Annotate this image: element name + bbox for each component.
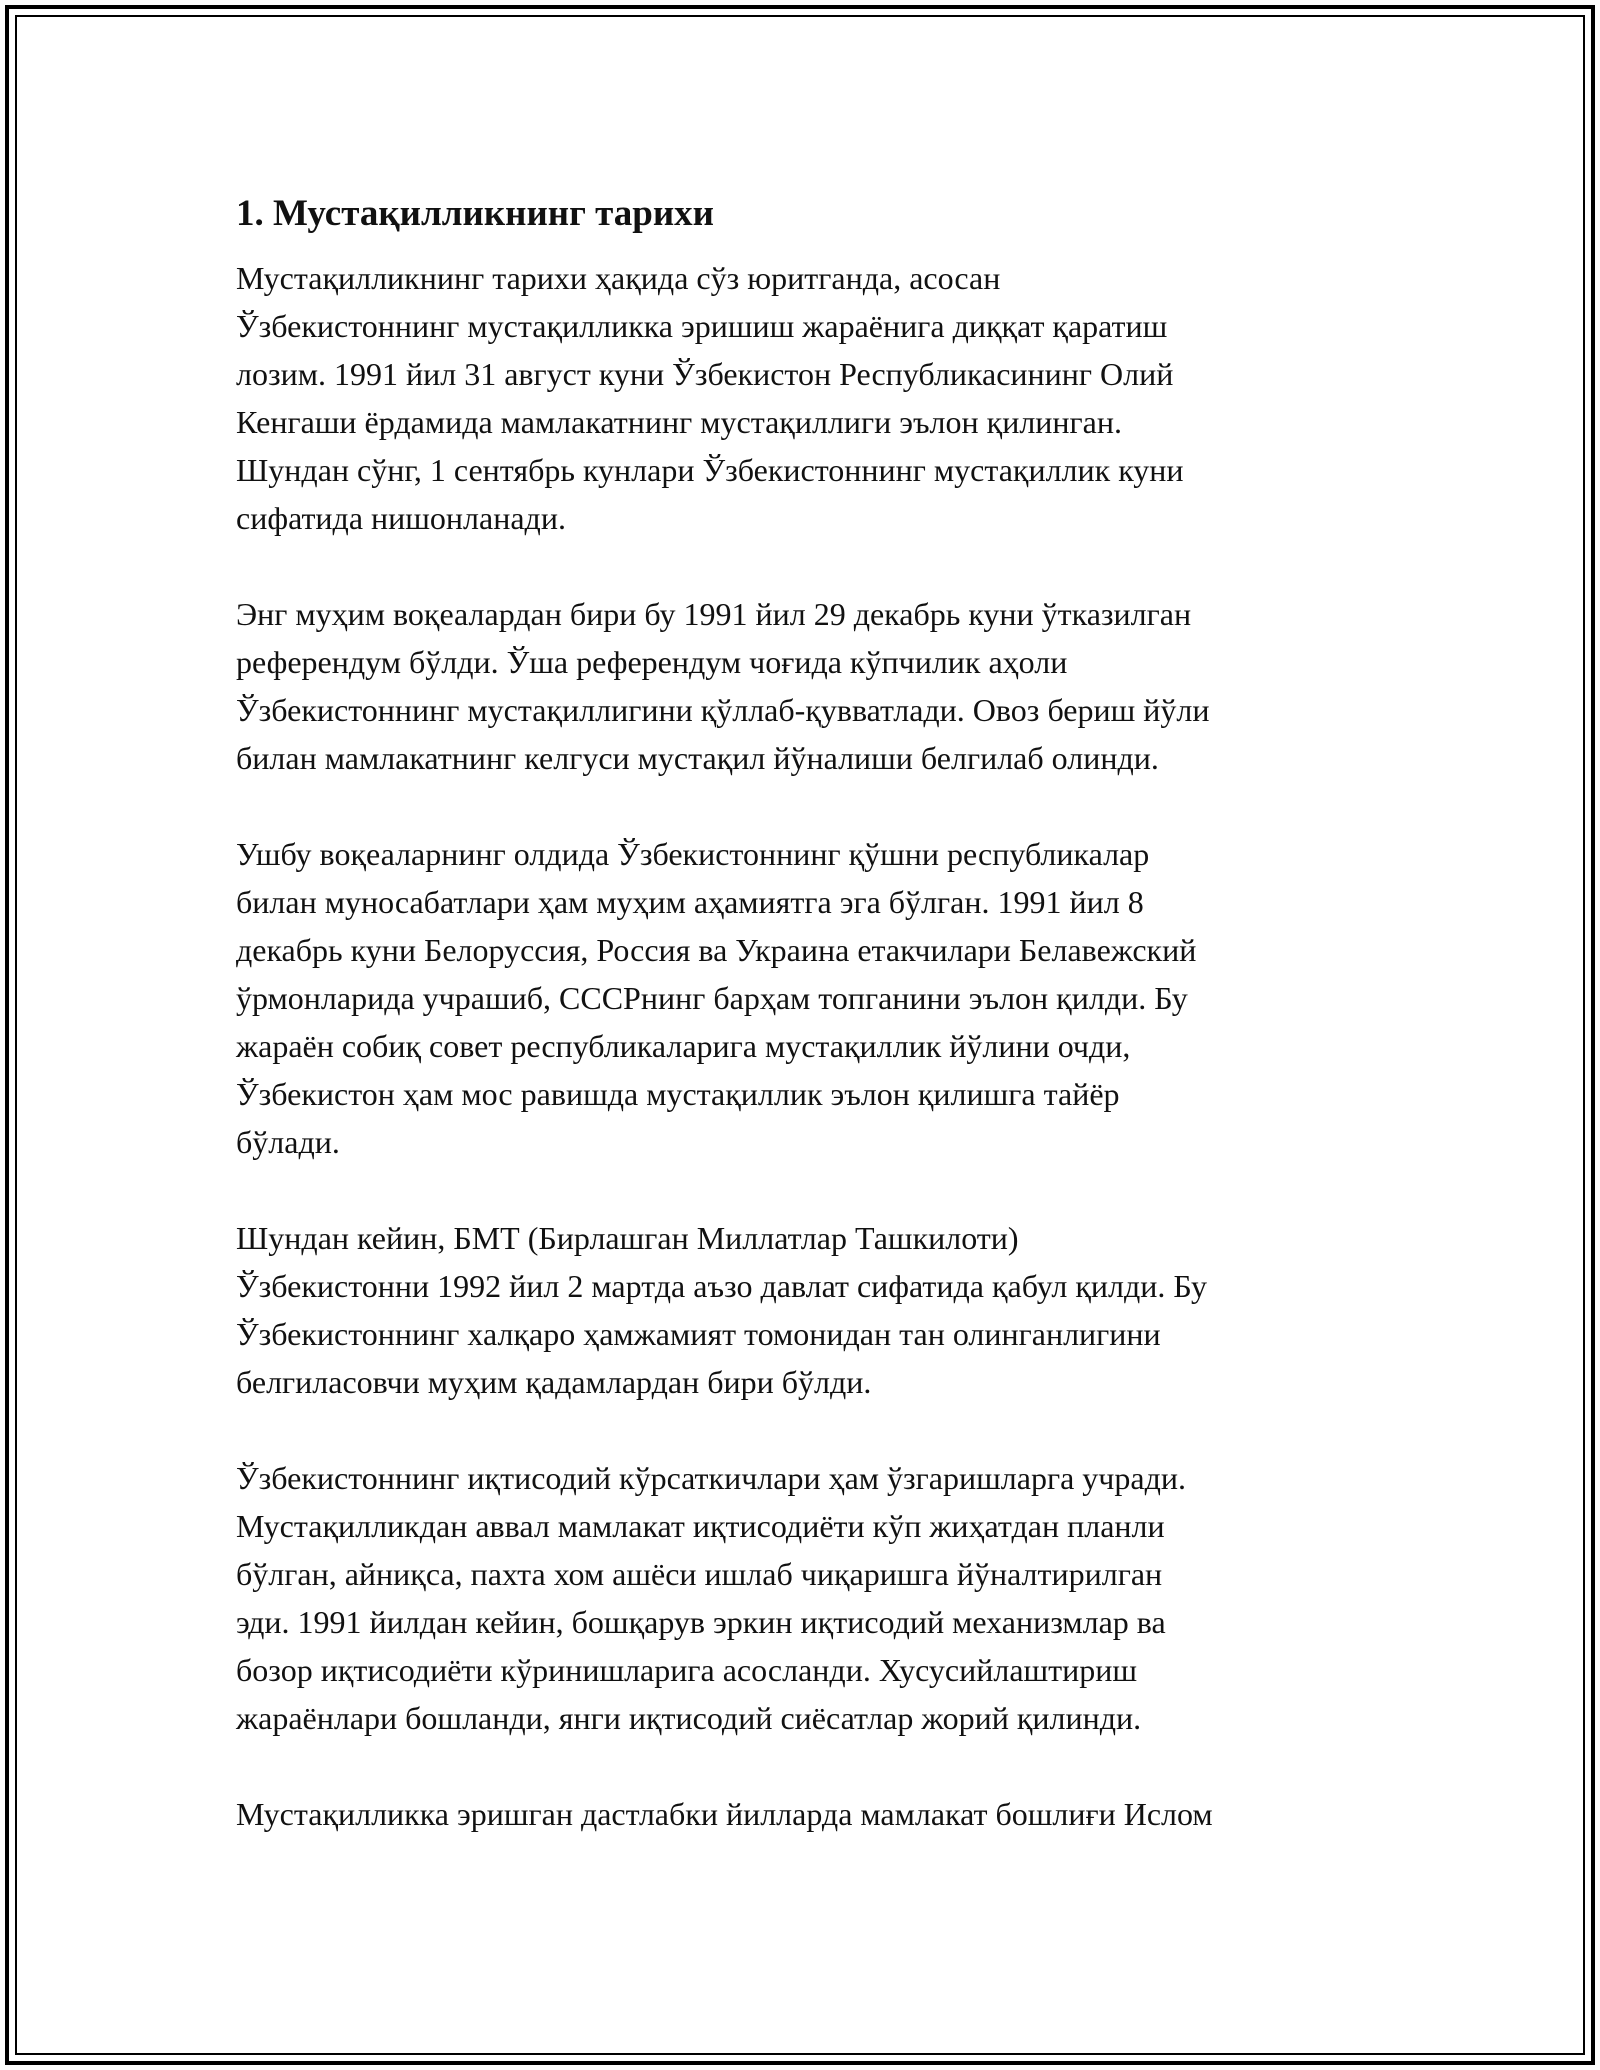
text-line: Энг муҳим воқеалардан бири бу 1991 йил 29 декабрь куни ўтказилган bbox=[236, 596, 1192, 632]
document-body bbox=[236, 186, 1396, 1886]
paragraph-6 bbox=[236, 1790, 1396, 1838]
text-line: Ўзбекистоннинг иқтисодий кўрсаткичлари ҳам ўзгаришларга учради. bbox=[236, 1460, 1186, 1496]
paragraph-4 bbox=[236, 1214, 1396, 1406]
text-line: жараён собиқ совет республикаларига мустақиллик йўлини очди, bbox=[236, 1028, 1131, 1064]
paragraph-1 bbox=[236, 254, 1396, 542]
text-line: билан мамлакатнинг келгуси мустақил йўналиши белгилаб олинди. bbox=[236, 740, 1159, 776]
text-line: референдум бўлди. Ўша референдум чоғида кўпчилик аҳоли bbox=[236, 644, 1068, 680]
text-line: Кенгаши ёрдамида мамлакатнинг мустақиллиги эълон қилинган. bbox=[236, 404, 1122, 440]
text-line: жараёнлари бошланди, янги иқтисодий сиёсатлар жорий қилинди. bbox=[236, 1700, 1142, 1736]
text-line: Ўзбекистон ҳам мос равишда мустақиллик эълон қилишга тайёр bbox=[236, 1076, 1120, 1112]
text-line: ўрмонларида учрашиб, СССРнинг барҳам топганини эълон қилди. Бу bbox=[236, 980, 1188, 1016]
text-line: эди. 1991 йилдан кейин, бошқарув эркин иқтисодий механизмлар ва bbox=[236, 1604, 1166, 1640]
text-line: декабрь куни Белоруссия, Россия ва Украина етакчилари Белавежский bbox=[236, 932, 1197, 968]
paragraph-3 bbox=[236, 830, 1396, 1166]
text-line: лозим. 1991 йил 31 август куни Ўзбекистон Республикасининг Олий bbox=[236, 356, 1174, 392]
paragraph-5 bbox=[236, 1454, 1396, 1742]
text-line: Шундан кейин, БМТ (Бирлашган Миллатлар Ташкилоти) bbox=[236, 1220, 1019, 1256]
section-heading: 1. Мустақилликнинг тарихи bbox=[236, 193, 714, 234]
text-line: Ўзбекистоннинг мустақилликка эришиш жараёнига диққат қаратиш bbox=[236, 308, 1168, 344]
text-line: Ўзбекистоннинг халқаро ҳамжамият томонидан тан олинганлигини bbox=[236, 1316, 1161, 1352]
text-line: белгиласовчи муҳим қадамлардан бири бўлди. bbox=[236, 1364, 872, 1400]
text-line: бозор иқтисодиёти кўринишларига асосланди. Хусусийлаштириш bbox=[236, 1652, 1138, 1688]
text-line: Мустақилликка эришган дастлабки йилларда мамлакат бошлиғи Ислом bbox=[236, 1796, 1213, 1832]
text-line: Мустақилликнинг тарихи ҳақида сўз юритганда, асосан bbox=[236, 260, 1001, 296]
text-line: Ўзбекистоннинг мустақиллигини қўллаб-қувватлади. Овоз бериш йўли bbox=[236, 692, 1210, 728]
text-line: бўлган, айниқса, пахта хом ашёси ишлаб чиқаришга йўналтирилган bbox=[236, 1556, 1163, 1592]
text-line: сифатида нишонланади. bbox=[236, 500, 566, 536]
text-line: Ўзбекистонни 1992 йил 2 мартда аъзо давлат сифатида қабул қилди. Бу bbox=[236, 1268, 1207, 1304]
text-line: Шундан сўнг, 1 сентябрь кунлари Ўзбекистоннинг мустақиллик куни bbox=[236, 452, 1184, 488]
text-line: бўлади. bbox=[236, 1124, 340, 1160]
paragraph-2 bbox=[236, 590, 1396, 782]
text-line: Ушбу воқеаларнинг олдида Ўзбекистоннинг қўшни республикалар bbox=[236, 836, 1150, 872]
text-line: билан муносабатлари ҳам муҳим аҳамиятга эга бўлган. 1991 йил 8 bbox=[236, 884, 1144, 920]
text-line: Мустақилликдан аввал мамлакат иқтисодиёти кўп жиҳатдан планли bbox=[236, 1508, 1165, 1544]
